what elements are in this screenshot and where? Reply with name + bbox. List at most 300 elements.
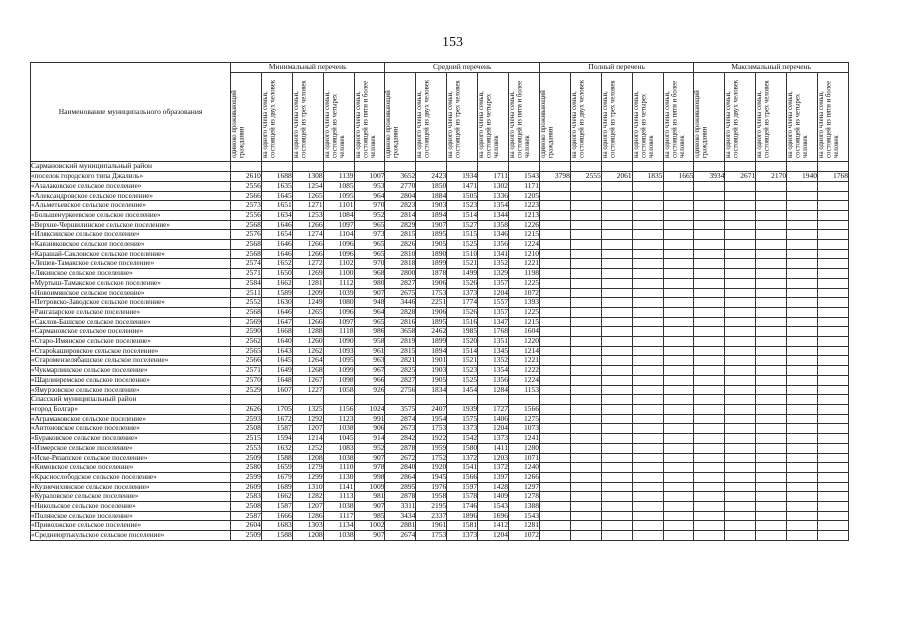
value-cell: 1208 <box>292 531 323 541</box>
value-cell <box>632 327 663 337</box>
value-cell: 965 <box>354 240 385 250</box>
municipality-name: «Никольское сельское поселение» <box>31 502 231 512</box>
table-row <box>31 307 849 317</box>
value-cell: 1753 <box>416 531 447 541</box>
value-cell: 2675 <box>385 288 416 298</box>
table-row <box>31 181 849 191</box>
value-cell <box>570 482 601 492</box>
value-cell: 1038 <box>323 531 354 541</box>
value-cell: 1901 <box>416 356 447 366</box>
value-cell <box>787 511 818 521</box>
value-cell <box>663 453 694 463</box>
value-cell: 1604 <box>509 327 540 337</box>
value-cell: 2674 <box>385 531 416 541</box>
value-cell <box>416 395 447 405</box>
value-cell <box>539 502 570 512</box>
value-cell <box>261 162 292 172</box>
value-cell: 1130 <box>323 472 354 482</box>
value-cell <box>756 502 787 512</box>
value-cell <box>539 181 570 191</box>
municipality-name: «Иляксинское сельское поселение» <box>31 230 231 240</box>
value-cell <box>818 395 849 405</box>
value-cell <box>756 521 787 531</box>
value-cell: 1281 <box>292 278 323 288</box>
value-cell: 1354 <box>478 366 509 376</box>
value-cell: 3658 <box>385 327 416 337</box>
value-cell: 1227 <box>292 385 323 395</box>
value-cell: 2568 <box>231 249 262 259</box>
value-cell: 1099 <box>323 366 354 376</box>
column-subheader <box>539 72 570 162</box>
value-cell <box>818 472 849 482</box>
value-cell <box>725 463 756 473</box>
table-row <box>31 220 849 230</box>
value-cell: 1223 <box>509 201 540 211</box>
value-cell <box>601 424 632 434</box>
value-cell: 1899 <box>416 337 447 347</box>
value-cell: 1393 <box>509 298 540 308</box>
value-cell <box>570 259 601 269</box>
value-cell <box>570 181 601 191</box>
value-cell: 1265 <box>292 191 323 201</box>
table-row <box>31 472 849 482</box>
value-cell <box>632 366 663 376</box>
value-cell: 965 <box>354 317 385 327</box>
value-cell <box>570 307 601 317</box>
value-cell <box>694 521 725 531</box>
value-cell: 1278 <box>509 492 540 502</box>
value-cell <box>539 375 570 385</box>
value-cell: 1279 <box>292 463 323 473</box>
value-cell: 2599 <box>231 472 262 482</box>
value-cell <box>570 414 601 424</box>
value-cell <box>787 434 818 444</box>
value-cell: 1985 <box>447 327 478 337</box>
value-cell: 970 <box>354 201 385 211</box>
value-cell <box>663 424 694 434</box>
value-cell: 2842 <box>385 434 416 444</box>
value-cell: 2553 <box>231 443 262 453</box>
value-cell: 1341 <box>478 249 509 259</box>
value-cell: 1266 <box>292 220 323 230</box>
value-cell <box>756 249 787 259</box>
value-cell <box>663 230 694 240</box>
column-subheader <box>354 72 385 162</box>
value-cell: 1774 <box>447 298 478 308</box>
value-cell <box>725 240 756 250</box>
value-cell <box>601 531 632 541</box>
value-cell <box>787 337 818 347</box>
value-cell <box>601 269 632 279</box>
value-cell: 1659 <box>261 463 292 473</box>
municipality-name: «Большенуркеевское сельское поселение» <box>31 210 231 220</box>
value-cell: 1895 <box>416 230 447 240</box>
value-cell <box>632 356 663 366</box>
value-cell <box>539 424 570 434</box>
value-cell: 2756 <box>385 385 416 395</box>
value-cell <box>694 317 725 327</box>
value-cell <box>725 375 756 385</box>
value-cell <box>663 404 694 414</box>
table-row <box>31 482 849 492</box>
value-cell <box>725 521 756 531</box>
table-row <box>31 366 849 376</box>
value-cell: 963 <box>354 356 385 366</box>
value-cell: 1834 <box>416 385 447 395</box>
value-cell <box>570 453 601 463</box>
value-cell: 1630 <box>261 298 292 308</box>
value-cell: 1123 <box>323 414 354 424</box>
value-cell <box>632 463 663 473</box>
value-cell: 1249 <box>292 298 323 308</box>
value-cell <box>663 259 694 269</box>
value-cell: 1645 <box>261 356 292 366</box>
municipality-name: «Измерское сельское поселение» <box>31 443 231 453</box>
column-subheader <box>231 72 262 162</box>
value-cell: 958 <box>354 337 385 347</box>
value-cell <box>601 298 632 308</box>
value-cell <box>539 201 570 211</box>
value-cell: 2571 <box>231 366 262 376</box>
value-cell: 1262 <box>292 346 323 356</box>
value-cell <box>725 191 756 201</box>
value-cell <box>756 307 787 317</box>
value-cell <box>601 502 632 512</box>
value-cell <box>787 230 818 240</box>
column-subheader <box>818 72 849 162</box>
value-cell <box>570 424 601 434</box>
value-cell <box>539 220 570 230</box>
value-cell: 1090 <box>323 337 354 347</box>
value-cell <box>539 434 570 444</box>
value-cell <box>601 230 632 240</box>
value-cell: 1225 <box>509 278 540 288</box>
value-cell: 1409 <box>478 492 509 502</box>
value-cell: 1352 <box>478 356 509 366</box>
value-cell <box>663 434 694 444</box>
column-group-header: Максимальный перечень <box>694 63 849 73</box>
column-subheader-label: на одного члена семьи, состоящей из пяти и более человек <box>663 80 686 158</box>
column-subheader-label: на одного члена семьи, состоящей из четырех человек <box>478 90 500 158</box>
value-cell <box>756 492 787 502</box>
value-cell <box>632 220 663 230</box>
value-cell: 1038 <box>323 502 354 512</box>
municipality-name: «Кураловское сельское поселение» <box>31 492 231 502</box>
column-header-name: Наименование муниципального образования <box>31 63 231 162</box>
value-cell <box>570 269 601 279</box>
value-cell: 2819 <box>385 337 416 347</box>
value-cell <box>663 414 694 424</box>
municipality-name: «Полянское сельское поселение» <box>31 511 231 521</box>
value-cell: 3575 <box>385 404 416 414</box>
value-cell: 2673 <box>385 424 416 434</box>
district-row <box>31 162 849 172</box>
value-cell <box>663 181 694 191</box>
value-cell <box>601 181 632 191</box>
value-cell <box>818 230 849 240</box>
value-cell <box>818 317 849 327</box>
value-cell: 1940 <box>787 172 818 182</box>
value-cell <box>694 511 725 521</box>
value-cell: 1093 <box>323 346 354 356</box>
value-cell: 1666 <box>261 511 292 521</box>
value-cell <box>570 337 601 347</box>
value-cell: 1221 <box>509 259 540 269</box>
value-cell <box>787 404 818 414</box>
value-cell: 2529 <box>231 385 262 395</box>
value-cell <box>694 356 725 366</box>
value-cell <box>539 531 570 541</box>
value-cell: 1203 <box>478 453 509 463</box>
municipality-name: «Кавзияковское сельское поселение» <box>31 240 231 250</box>
value-cell <box>756 201 787 211</box>
value-cell <box>539 463 570 473</box>
column-subheader <box>694 72 725 162</box>
value-cell <box>787 453 818 463</box>
value-cell: 2587 <box>231 511 262 521</box>
value-cell <box>756 375 787 385</box>
value-cell <box>570 249 601 259</box>
value-cell <box>818 434 849 444</box>
value-cell <box>539 404 570 414</box>
value-cell: 1204 <box>478 531 509 541</box>
value-cell <box>694 220 725 230</box>
value-cell: 1557 <box>478 298 509 308</box>
value-cell <box>787 288 818 298</box>
value-cell <box>570 502 601 512</box>
value-cell <box>663 337 694 347</box>
value-cell <box>787 249 818 259</box>
value-cell <box>694 259 725 269</box>
value-cell: 1373 <box>478 434 509 444</box>
table-row <box>31 434 849 444</box>
value-cell <box>725 278 756 288</box>
value-cell: 1905 <box>416 375 447 385</box>
value-cell: 1141 <box>323 482 354 492</box>
value-cell: 1153 <box>509 385 540 395</box>
value-cell: 907 <box>354 531 385 541</box>
value-cell <box>725 269 756 279</box>
value-cell: 998 <box>354 472 385 482</box>
value-cell: 1588 <box>261 453 292 463</box>
value-cell <box>570 366 601 376</box>
value-cell <box>663 307 694 317</box>
value-cell <box>787 395 818 405</box>
value-cell <box>725 502 756 512</box>
value-cell <box>725 395 756 405</box>
value-cell: 3798 <box>539 172 570 182</box>
value-cell <box>818 385 849 395</box>
value-cell <box>756 443 787 453</box>
value-cell: 2556 <box>231 181 262 191</box>
column-subheader-label: на одного члена семьи, состоящей из двух человек <box>416 79 431 158</box>
value-cell: 2568 <box>231 307 262 317</box>
column-subheader <box>725 72 756 162</box>
value-cell: 1274 <box>292 230 323 240</box>
value-cell <box>632 298 663 308</box>
column-subheader-label: на одного члена семьи, состоящей из двух человек <box>570 79 586 158</box>
value-cell: 1646 <box>261 249 292 259</box>
value-cell: 1575 <box>447 414 478 424</box>
value-cell: 981 <box>354 492 385 502</box>
value-cell: 2590 <box>231 327 262 337</box>
value-cell: 1038 <box>323 424 354 434</box>
municipality-name: «Петровско-Заводское сельское поселение» <box>31 298 231 308</box>
value-cell <box>601 346 632 356</box>
value-cell <box>694 434 725 444</box>
municipality-name: «Рангазарское сельское поселение» <box>31 307 231 317</box>
value-cell <box>787 346 818 356</box>
value-cell <box>570 531 601 541</box>
value-cell: 2566 <box>231 356 262 366</box>
municipality-name: «Верхне-Чершилинское сельское поселение» <box>31 220 231 230</box>
value-cell: 1521 <box>447 259 478 269</box>
column-subheader <box>787 72 818 162</box>
value-cell: 1668 <box>261 327 292 337</box>
value-cell: 914 <box>354 434 385 444</box>
municipality-name: «Азалаковское сельское поселение» <box>31 181 231 191</box>
column-subheader-label: на одного члена семьи, состоящей из двух человек <box>261 79 277 158</box>
value-cell: 985 <box>354 511 385 521</box>
value-cell: 2593 <box>231 414 262 424</box>
value-cell <box>632 531 663 541</box>
column-subheader-label: на одного члена семьи, состоящей из пяти и более человек <box>354 80 377 158</box>
value-cell <box>539 492 570 502</box>
value-cell: 2609 <box>231 482 262 492</box>
value-cell <box>787 424 818 434</box>
column-subheader-label: на одного члена семьи, состоящей из четырех человек <box>632 90 655 158</box>
value-cell: 1102 <box>323 259 354 269</box>
value-cell: 906 <box>354 424 385 434</box>
value-cell: 1907 <box>416 220 447 230</box>
value-cell: 1683 <box>261 521 292 531</box>
municipality-name: «поселок городского типа Джалиль» <box>31 172 231 182</box>
value-cell: 1118 <box>323 327 354 337</box>
value-cell: 952 <box>354 443 385 453</box>
municipality-name: «Чукмарлинское сельское поселение» <box>31 366 231 376</box>
table-row <box>31 511 849 521</box>
value-cell <box>663 240 694 250</box>
value-cell: 2827 <box>385 278 416 288</box>
value-cell <box>818 453 849 463</box>
value-cell <box>694 191 725 201</box>
value-cell: 1221 <box>509 356 540 366</box>
value-cell <box>756 278 787 288</box>
value-cell <box>570 356 601 366</box>
value-cell: 1523 <box>447 201 478 211</box>
value-cell <box>601 307 632 317</box>
column-subheader-label: на одного члена семьи, состоящей из трех человек <box>447 80 462 158</box>
value-cell: 1411 <box>478 443 509 453</box>
value-cell <box>632 288 663 298</box>
value-cell <box>694 375 725 385</box>
value-cell <box>818 492 849 502</box>
municipality-name: «Бураковское сельское поселение» <box>31 434 231 444</box>
value-cell <box>787 181 818 191</box>
value-cell <box>787 492 818 502</box>
value-cell: 1096 <box>323 249 354 259</box>
value-cell: 2565 <box>231 346 262 356</box>
value-cell: 1292 <box>292 414 323 424</box>
value-cell <box>539 511 570 521</box>
value-cell: 2874 <box>385 414 416 424</box>
value-cell: 1835 <box>632 172 663 182</box>
value-cell: 1850 <box>416 181 447 191</box>
value-cell: 1226 <box>509 220 540 230</box>
value-cell: 1514 <box>447 210 478 220</box>
value-cell <box>663 288 694 298</box>
value-cell <box>725 482 756 492</box>
value-cell: 1711 <box>478 172 509 182</box>
value-cell <box>756 472 787 482</box>
value-cell: 2810 <box>385 249 416 259</box>
value-cell: 2573 <box>231 201 262 211</box>
value-cell <box>539 472 570 482</box>
column-subheader <box>385 72 416 162</box>
value-cell: 1098 <box>323 375 354 385</box>
value-cell: 1406 <box>478 414 509 424</box>
value-cell: 1510 <box>447 249 478 259</box>
value-cell <box>725 366 756 376</box>
table-row <box>31 201 849 211</box>
value-cell: 952 <box>354 210 385 220</box>
value-cell <box>694 307 725 317</box>
value-cell <box>787 220 818 230</box>
value-cell: 2815 <box>385 346 416 356</box>
value-cell <box>539 395 570 405</box>
value-cell: 2509 <box>231 453 262 463</box>
value-cell: 1009 <box>354 482 385 492</box>
value-cell: 970 <box>354 259 385 269</box>
value-cell: 1058 <box>323 385 354 395</box>
value-cell: 1101 <box>323 201 354 211</box>
value-cell <box>601 482 632 492</box>
value-cell <box>601 162 632 172</box>
value-cell: 1240 <box>509 463 540 473</box>
value-cell <box>756 337 787 347</box>
value-cell <box>416 162 447 172</box>
value-cell <box>725 492 756 502</box>
value-cell <box>570 395 601 405</box>
value-cell <box>539 482 570 492</box>
value-cell: 1215 <box>509 230 540 240</box>
table-row <box>31 259 849 269</box>
table-row <box>31 230 849 240</box>
table-row <box>31 356 849 366</box>
district-row <box>31 395 849 405</box>
value-cell: 2571 <box>231 269 262 279</box>
value-cell <box>818 375 849 385</box>
value-cell: 1884 <box>416 191 447 201</box>
value-cell: 1345 <box>478 346 509 356</box>
value-cell: 948 <box>354 298 385 308</box>
value-cell: 1045 <box>323 434 354 444</box>
value-cell: 1906 <box>416 278 447 288</box>
value-cell <box>632 249 663 259</box>
value-cell: 1280 <box>509 443 540 453</box>
value-cell <box>570 463 601 473</box>
value-cell: 2818 <box>385 259 416 269</box>
value-cell <box>694 269 725 279</box>
value-cell <box>570 210 601 220</box>
value-cell <box>818 210 849 220</box>
value-cell <box>570 346 601 356</box>
value-cell: 1271 <box>292 201 323 211</box>
value-cell: 1903 <box>416 366 447 376</box>
value-cell <box>478 162 509 172</box>
value-cell <box>818 259 849 269</box>
municipality-name: «Карашай-Сакловское сельское поселение» <box>31 249 231 259</box>
